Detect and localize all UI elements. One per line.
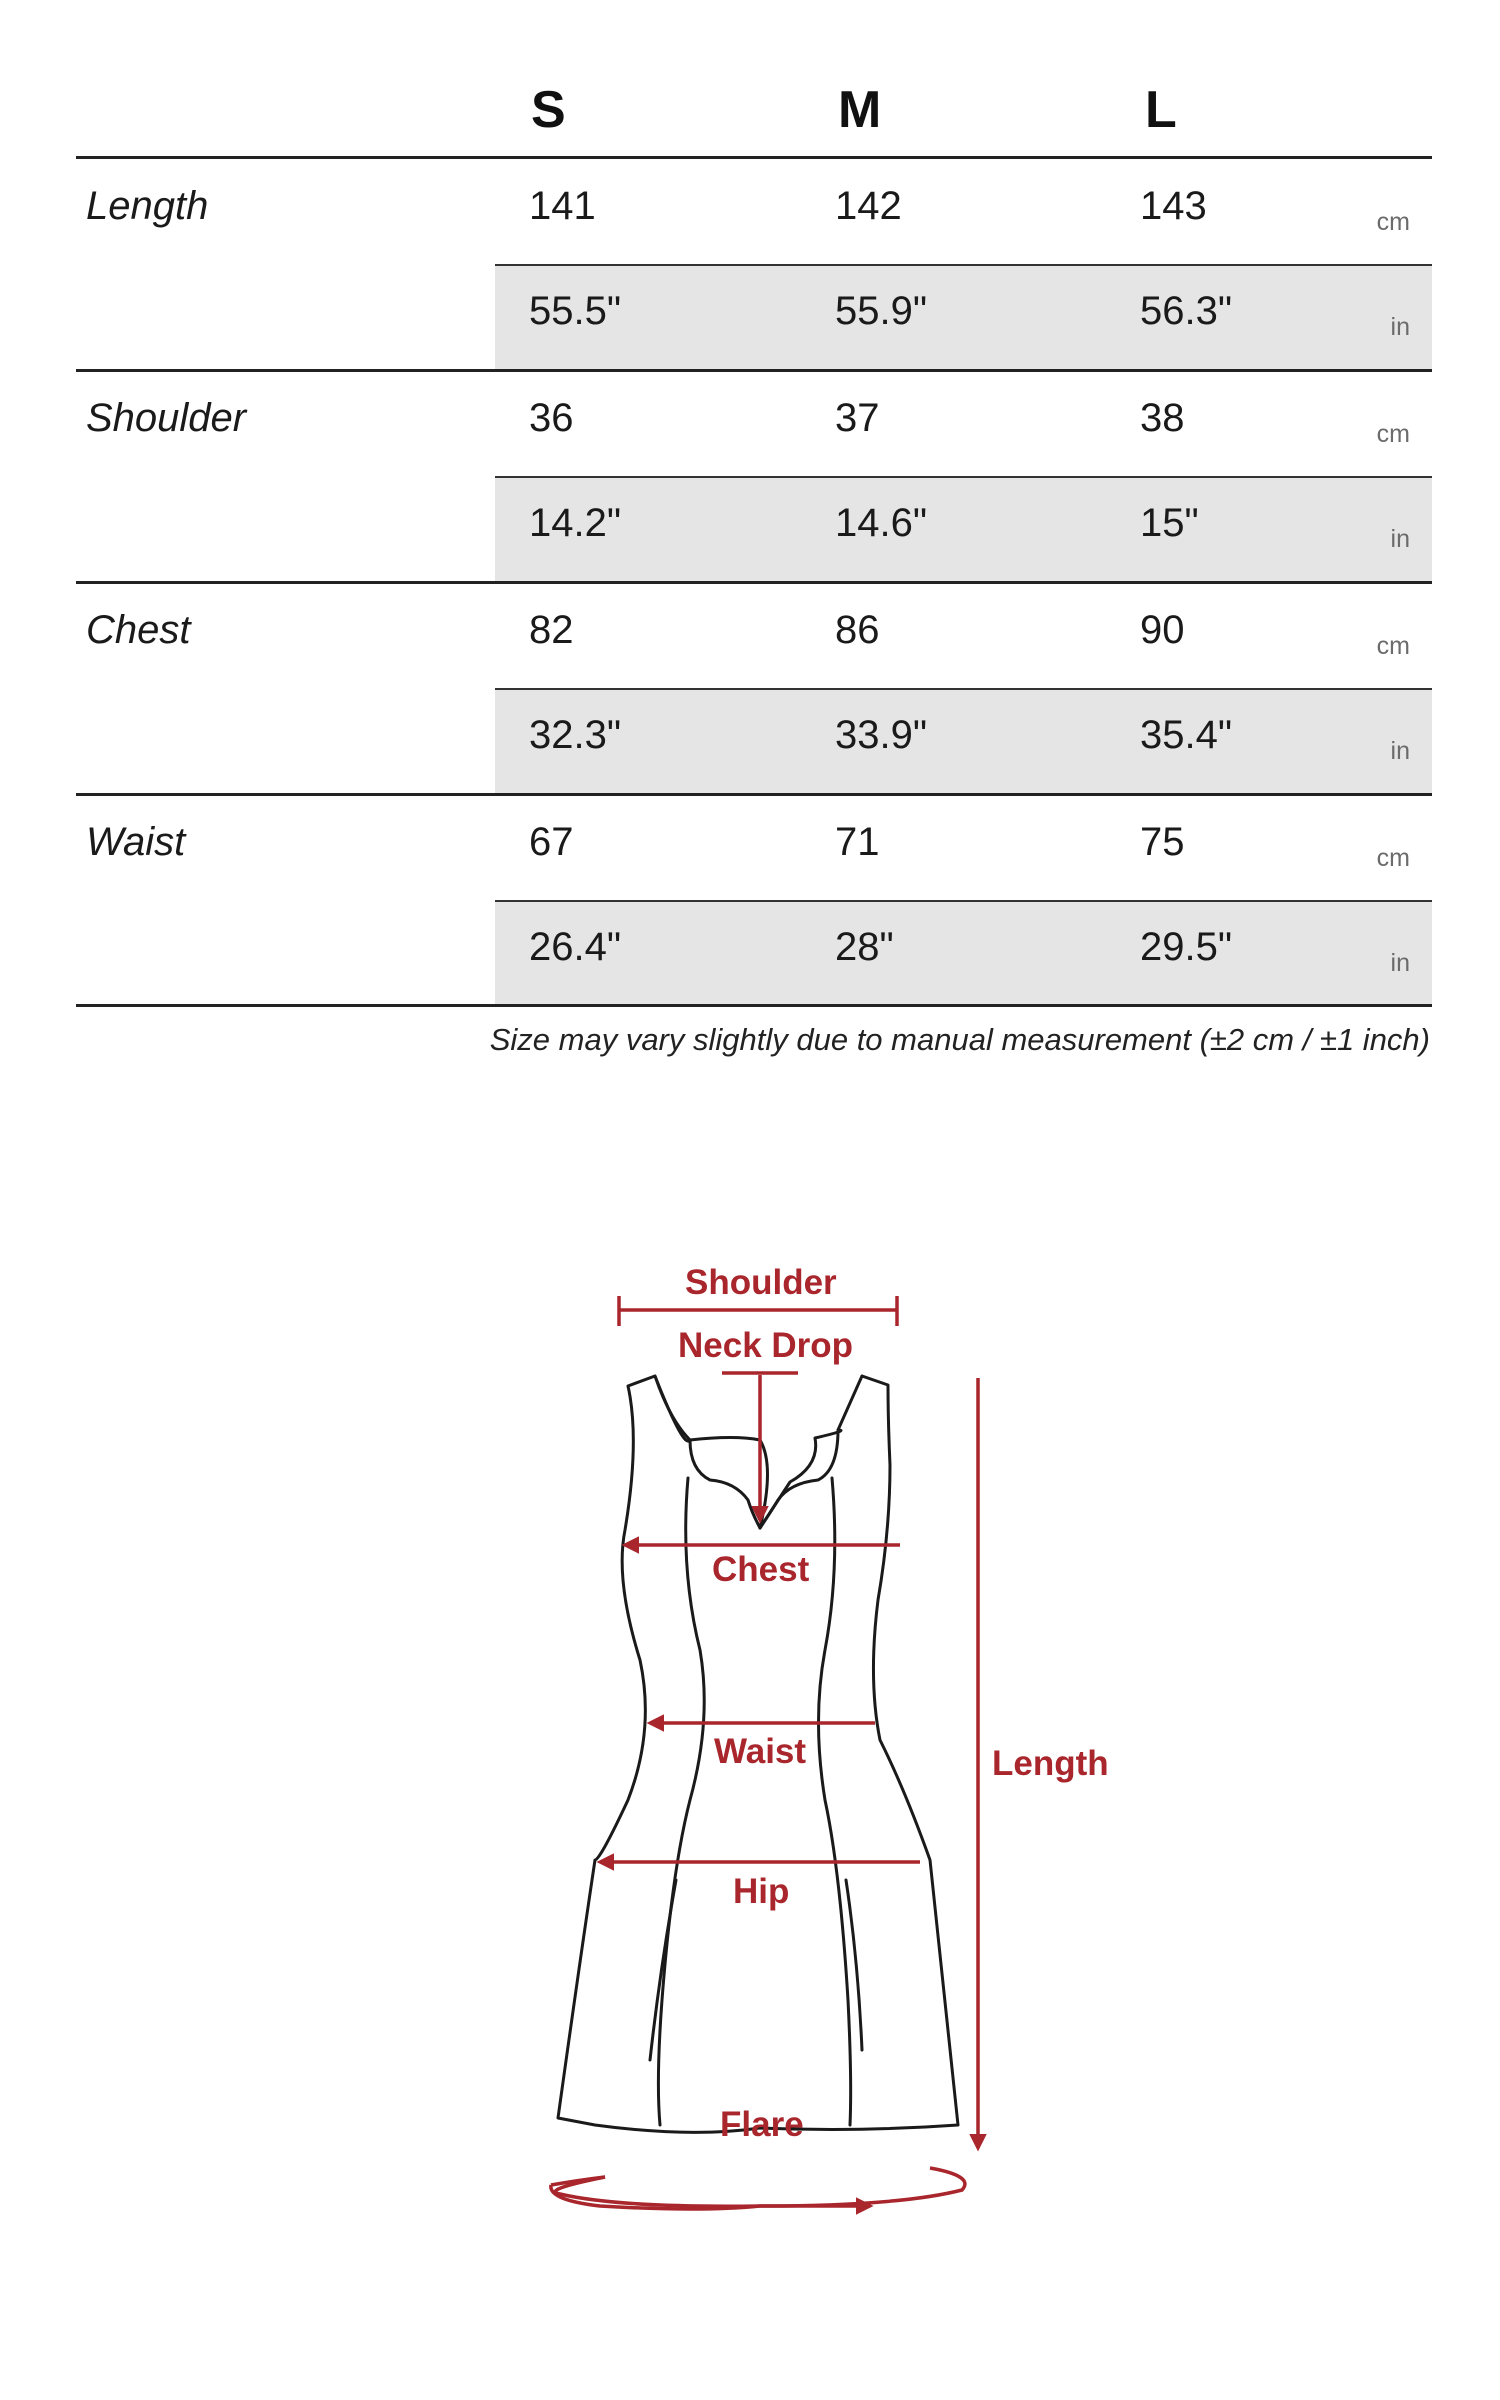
- waist-s-in: 26.4": [529, 925, 622, 969]
- unit-cm: cm: [1376, 844, 1410, 872]
- waist-m-in: 28": [835, 925, 894, 969]
- chest-m-in: 33.9": [835, 713, 928, 757]
- chest-s-cm: 82: [529, 608, 574, 652]
- chest-l-in: 35.4": [1140, 713, 1233, 757]
- row-label-length: Length: [86, 184, 209, 228]
- dress-measurement-diagram: [0, 1150, 1500, 2300]
- row-label-waist: Waist: [86, 820, 186, 864]
- unit-in: in: [1390, 737, 1410, 765]
- label-neck-drop: Neck Drop: [678, 1326, 854, 1365]
- table-rule: [76, 156, 1432, 159]
- length-l-cm: 143: [1140, 184, 1207, 228]
- shoulder-s-cm: 36: [529, 396, 574, 440]
- table-rule-thin: [495, 264, 1432, 266]
- shoulder-l-cm: 38: [1140, 396, 1185, 440]
- waist-l-in: 29.5": [1140, 925, 1233, 969]
- table-rule: [76, 581, 1432, 584]
- length-l-in: 56.3": [1140, 289, 1233, 333]
- measurement-note: Size may vary slightly due to manual measurement (±2 cm / ±1 inch): [489, 1022, 1430, 1057]
- shoulder-m-in: 14.6": [835, 501, 928, 545]
- label-chest: Chest: [712, 1550, 810, 1589]
- unit-in: in: [1390, 313, 1410, 341]
- row-shade-shoulder-in: [495, 478, 1432, 581]
- label-length: Length: [992, 1744, 1109, 1783]
- table-rule: [76, 793, 1432, 796]
- table-rule: [76, 369, 1432, 372]
- length-s-cm: 141: [529, 184, 596, 228]
- chest-m-cm: 86: [835, 608, 880, 652]
- label-waist: Waist: [714, 1732, 807, 1771]
- table-rule-thin: [495, 688, 1432, 690]
- row-label-shoulder: Shoulder: [86, 396, 247, 440]
- chest-s-in: 32.3": [529, 713, 622, 757]
- length-m-in: 55.9": [835, 289, 928, 333]
- table-rule: [76, 1004, 1432, 1007]
- table-rule-thin: [495, 900, 1432, 902]
- row-shade-length-in: [495, 266, 1432, 369]
- unit-in: in: [1390, 525, 1410, 553]
- label-flare: Flare: [720, 2105, 804, 2144]
- size-header-l: L: [1145, 81, 1177, 139]
- row-shade-chest-in: [495, 690, 1432, 793]
- length-m-cm: 142: [835, 184, 902, 228]
- label-hip: Hip: [733, 1872, 790, 1911]
- row-label-chest: Chest: [86, 608, 191, 652]
- length-s-in: 55.5": [529, 289, 622, 333]
- size-header-m: M: [838, 81, 882, 139]
- waist-m-cm: 71: [835, 820, 880, 864]
- waist-s-cm: 67: [529, 820, 574, 864]
- unit-cm: cm: [1376, 420, 1410, 448]
- row-shade-waist-in: [495, 902, 1432, 1005]
- shoulder-l-in: 15": [1140, 501, 1199, 545]
- unit-cm: cm: [1376, 208, 1410, 236]
- size-chart-table: [0, 0, 1500, 1100]
- label-shoulder: Shoulder: [685, 1263, 837, 1302]
- chest-l-cm: 90: [1140, 608, 1185, 652]
- size-header-s: S: [531, 81, 566, 139]
- unit-cm: cm: [1376, 632, 1410, 660]
- table-rule-thin: [495, 476, 1432, 478]
- waist-l-cm: 75: [1140, 820, 1185, 864]
- shoulder-s-in: 14.2": [529, 501, 622, 545]
- unit-in: in: [1390, 949, 1410, 977]
- shoulder-m-cm: 37: [835, 396, 880, 440]
